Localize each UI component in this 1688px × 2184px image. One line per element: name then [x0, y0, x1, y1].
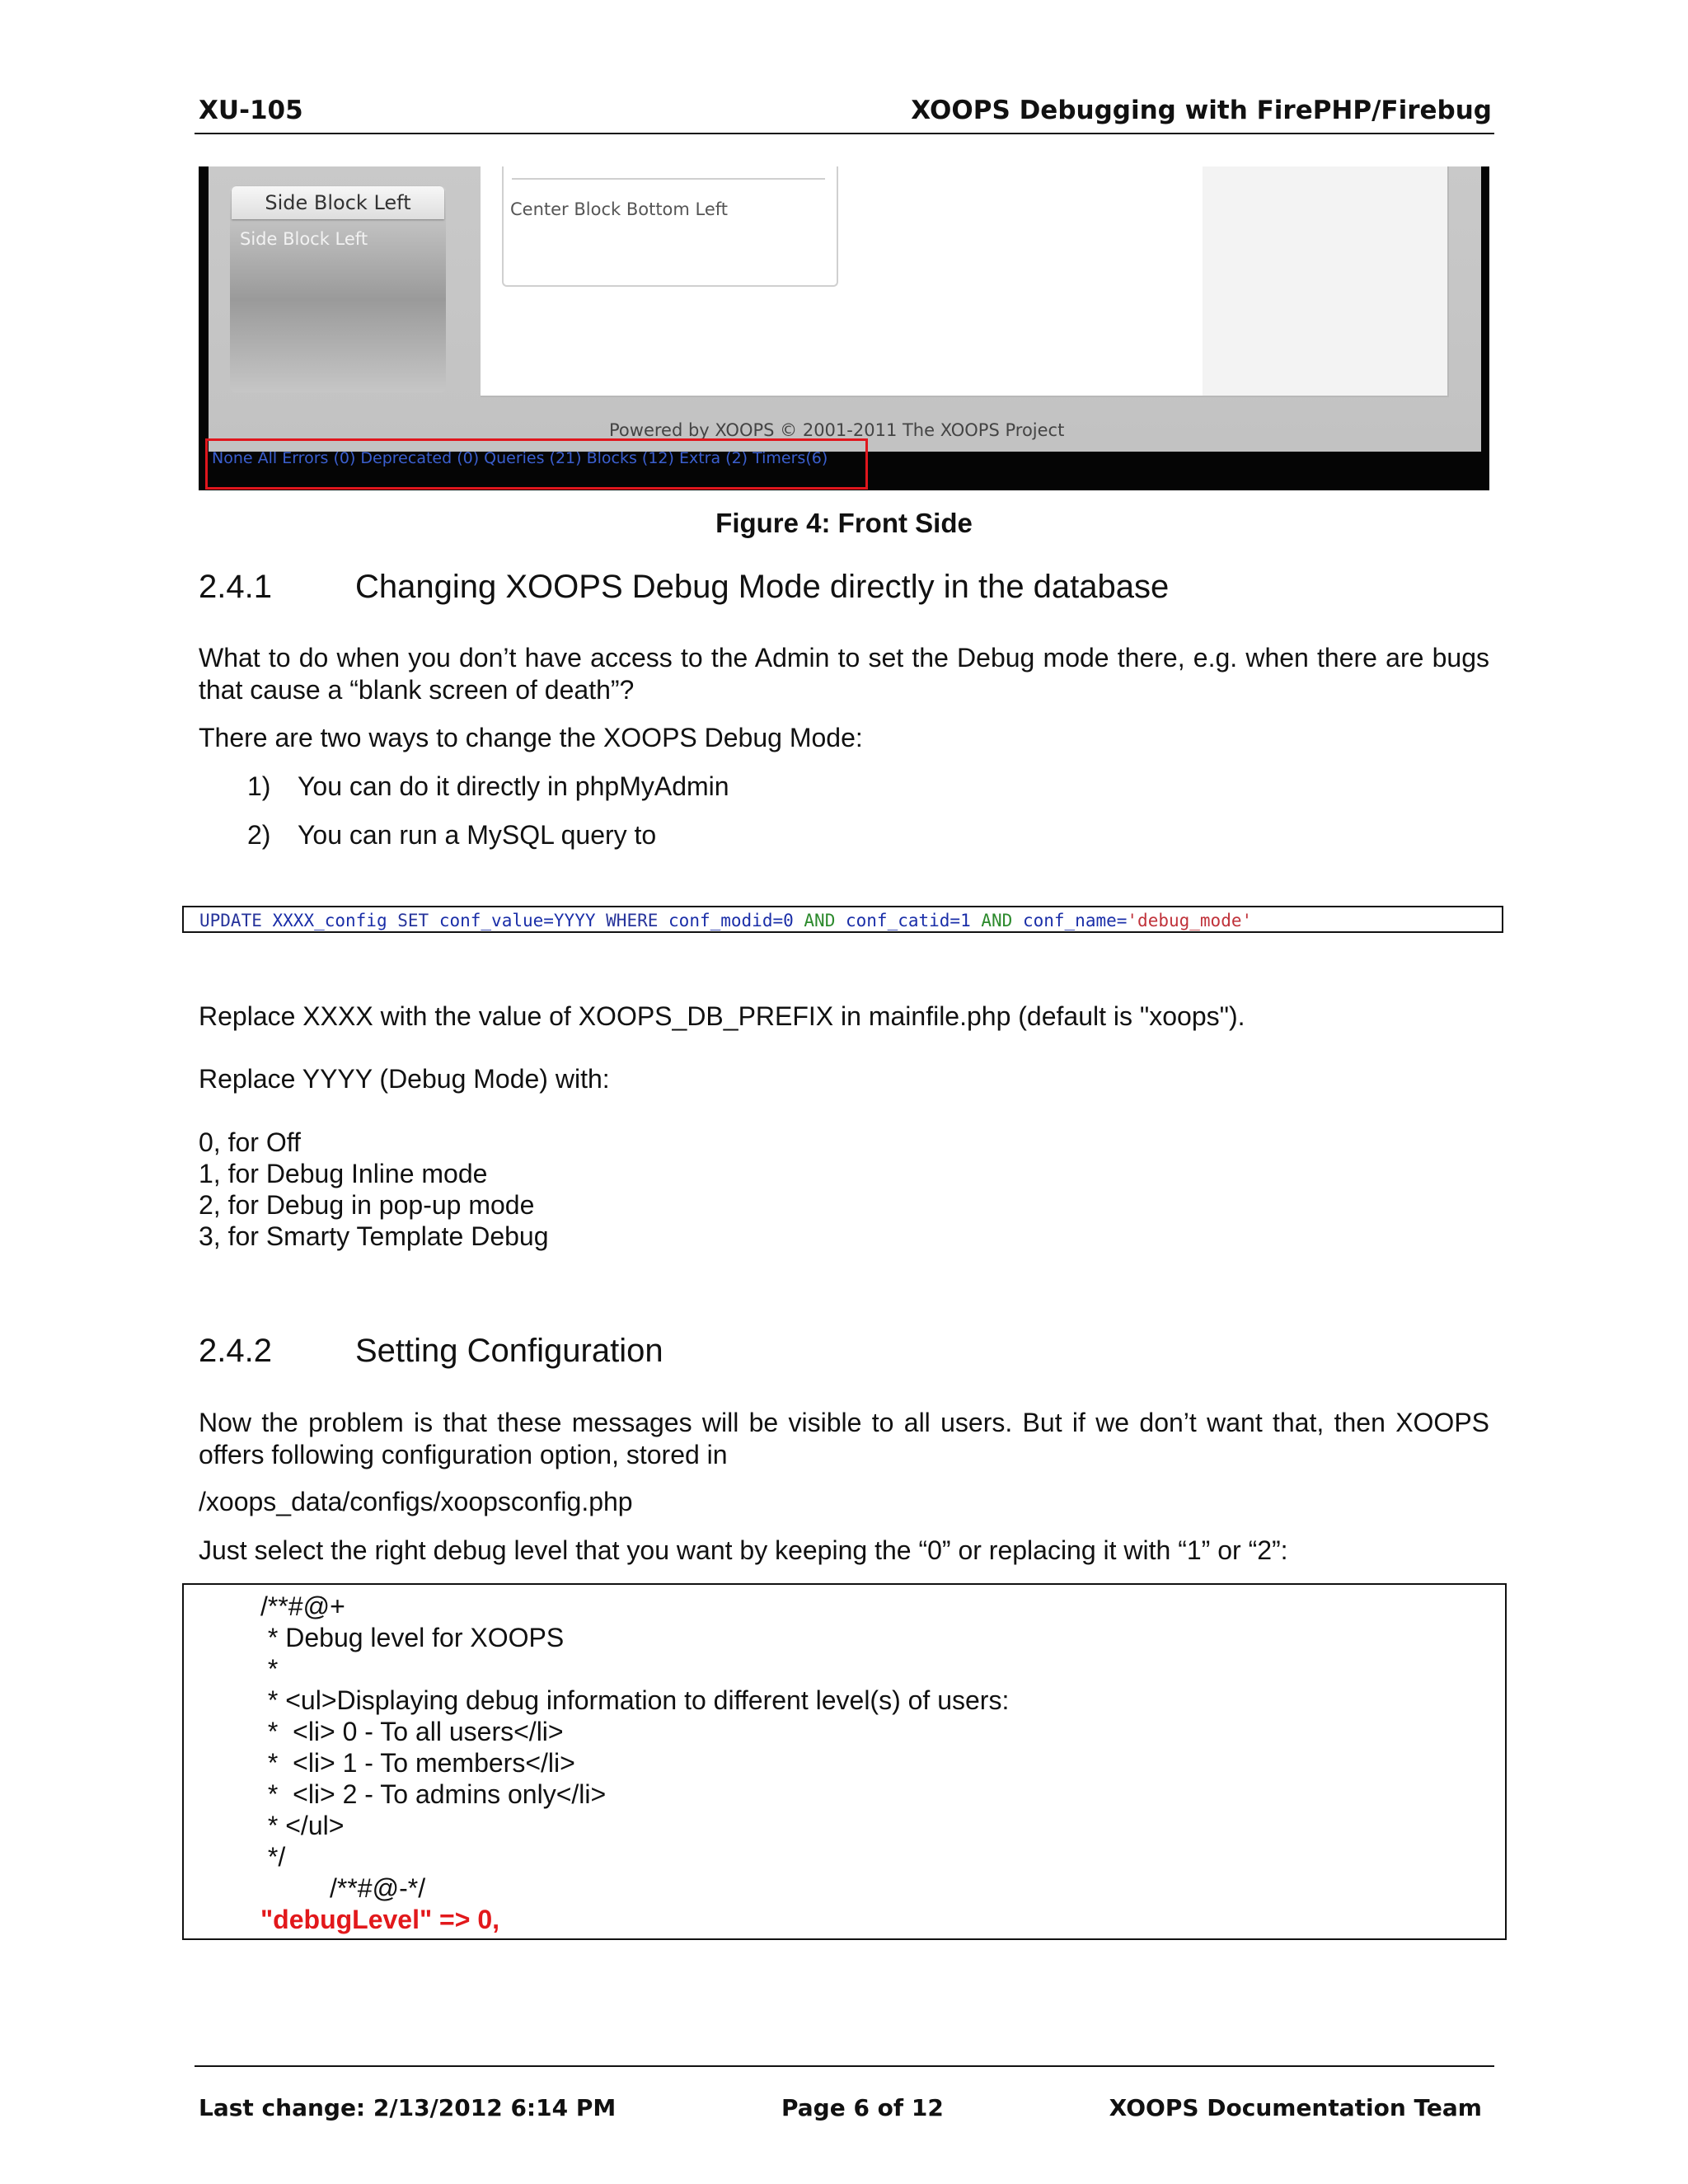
code-line: * — [260, 1654, 279, 1684]
header-rule — [195, 133, 1494, 134]
doc-title: XOOPS Debugging with FirePHP/Firebug — [911, 96, 1492, 125]
code-line: * Debug level for XOOPS — [260, 1623, 565, 1652]
page-number: Page 6 of 12 — [781, 2094, 944, 2121]
sql-query — [182, 906, 1503, 933]
section-title: Setting Configuration — [355, 1333, 663, 1369]
section-241-intro: What to do when you don’t have access to the Admin to set the Debug mode there, e.g. when there are bugs that cause a “blank screen of death”? — [199, 643, 1489, 705]
sql-keyword: AND — [981, 911, 1013, 930]
side-block-text: Side Block Left — [240, 229, 368, 249]
replace-prefix-text: Replace XXXX with the value of XOOPS_DB_PREFIX in mainfile.php (default is "xoops"). — [199, 1001, 1245, 1031]
sql-string: 'debug_mode' — [1127, 911, 1253, 930]
powered-by: Powered by XOOPS © 2001-2011 The XOOPS Project — [609, 420, 1065, 440]
right-column — [1203, 166, 1447, 396]
center-block — [502, 166, 838, 287]
code-line: * <li> 0 - To all users</li> — [260, 1717, 564, 1746]
sql-token: conf_name= — [1022, 911, 1128, 930]
debug-bar: None All Errors (0) Deprecated (0) Queries (21) Blocks (12) Extra (2) Timers(6) — [212, 449, 828, 467]
code-line: /**#@+ — [260, 1591, 345, 1621]
mode-line: 1, for Debug Inline mode — [199, 1159, 488, 1188]
front-side-screenshot — [199, 166, 1489, 490]
code-line: * <ul>Displaying debug information to different level(s) of users: — [260, 1685, 1010, 1715]
sql-token: conf_catid=1 — [846, 911, 971, 930]
sql-token: conf_modid=0 — [668, 911, 794, 930]
sql-token: conf_value=YYYY — [438, 911, 596, 930]
list-number: 2) — [247, 820, 271, 850]
section-title: Changing XOOPS Debug Mode directly in the database — [355, 569, 1170, 605]
mode-line: 3, for Smarty Template Debug — [199, 1221, 549, 1251]
sql-keyword: WHERE — [606, 911, 659, 930]
mode-line: 0, for Off — [199, 1127, 301, 1157]
list-text: You can run a MySQL query to — [298, 820, 657, 850]
sql-token: XXXX_config — [272, 911, 387, 930]
center-block-text: Center Block Bottom Left — [510, 199, 729, 219]
code-line: */ — [260, 1842, 286, 1872]
code-line: * <li> 2 - To admins only</li> — [260, 1779, 607, 1809]
list-item — [247, 819, 1401, 851]
sql-keyword: AND — [804, 911, 836, 930]
figure-caption: Figure 4: Front Side — [715, 508, 973, 538]
code-highlight: "debugLevel" => 0, — [260, 1905, 499, 1934]
instruction-text: Just select the right debug level that you want by keeping the “0” or replacing it with “1” or “2”: — [199, 1535, 1288, 1565]
sql-keyword: SET — [397, 911, 429, 930]
footer-team: XOOPS Documentation Team — [1109, 2094, 1482, 2121]
footer-rule — [195, 2065, 1494, 2067]
code-line: * </ul> — [260, 1811, 345, 1840]
section-number: 2.4.2 — [199, 1333, 272, 1369]
sql-keyword: UPDATE — [199, 911, 262, 930]
section-242-intro: Now the problem is that these messages will be visible to all users. But if we don’t want that, then XOOPS offers following configuration option, stored in — [199, 1408, 1489, 1469]
config-code-box — [182, 1583, 1507, 1940]
list-item — [247, 771, 1401, 803]
debug-bar-highlight — [205, 438, 868, 490]
center-block-divider — [512, 178, 825, 180]
side-block-title: Side Block Left — [232, 186, 444, 219]
last-change: Last change: 2/13/2012 6:14 PM — [199, 2094, 617, 2121]
replace-mode-text: Replace YYYY (Debug Mode) with: — [199, 1064, 610, 1094]
section-number: 2.4.1 — [199, 569, 272, 605]
list-number: 1) — [247, 771, 271, 801]
mode-line: 2, for Debug in pop-up mode — [199, 1190, 535, 1220]
code-line: /**#@-*/ — [330, 1873, 426, 1903]
list-text: You can do it directly in phpMyAdmin — [298, 771, 729, 801]
config-path: /xoops_data/configs/xoopsconfig.php — [199, 1487, 633, 1516]
ways-intro: There are two ways to change the XOOPS Debug Mode: — [199, 723, 863, 752]
code-line: * <li> 1 - To members</li> — [260, 1748, 575, 1778]
doc-id: XU-105 — [199, 96, 303, 125]
